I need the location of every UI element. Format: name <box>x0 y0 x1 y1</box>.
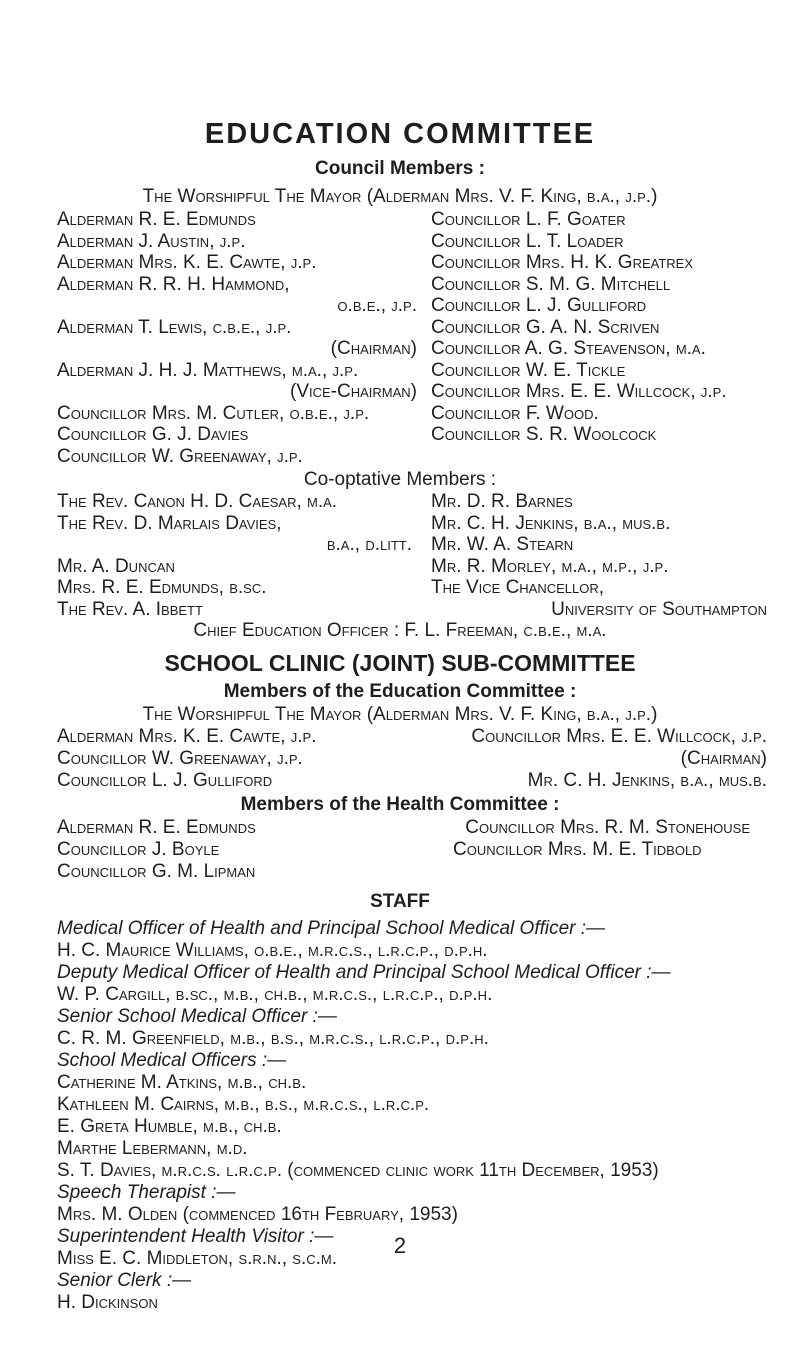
council-member: Councillor W. Greenaway, j.p. <box>57 445 303 467</box>
council-right-column <box>431 209 791 446</box>
council-member: Councillor G. A. N. Scriven <box>431 316 660 338</box>
health-member: Councillor Mrs. M. E. Tidbold <box>453 839 702 860</box>
clinic-member: Mr. C. H. Jenkins, b.a., mus.b. <box>527 770 767 791</box>
council-member: Alderman Mrs. K. E. Cawte, j.p. <box>57 252 317 273</box>
clinic-member: Councillor W. Greenaway, j.p. <box>57 748 303 769</box>
staff-name: E. Greta Humble, m.b., ch.b. <box>57 1116 282 1137</box>
staff-name: W. P. Cargill, b.sc., m.b., ch.b., m.r.c.s., l.r.c.p., d.p.h. <box>57 984 493 1005</box>
coopted-member: Mr. D. R. Barnes <box>431 491 573 512</box>
staff-name: S. T. Davies, m.r.c.s. l.r.c.p. (commenced clinic work 11th December, 1953) <box>57 1160 659 1181</box>
council-member: Councillor S. R. Woolcock <box>431 424 657 445</box>
council-member: Alderman R. R. H. Hammond, <box>57 273 290 295</box>
health-member: Councillor J. Boyle <box>57 839 220 860</box>
council-member: Alderman J. Austin, j.p. <box>57 230 246 252</box>
page-title: EDUCATION COMMITTEE <box>204 118 596 150</box>
staff-role: Senior Clerk :— <box>57 1270 192 1291</box>
council-member: Councillor S. M. G. Mitchell <box>431 273 671 295</box>
coopted-member: The Rev. A. Ibbett <box>57 598 203 620</box>
coopted-right-column <box>431 491 767 620</box>
clinic-member-row <box>57 748 767 770</box>
coopted-member: The Rev. D. Marlais Davies, <box>57 512 282 534</box>
staff-role: Speech Therapist :— <box>57 1182 236 1203</box>
staff-name: Mrs. M. Olden (commenced 16th February, 1953) <box>57 1204 458 1225</box>
council-member: Councillor L. T. Loader <box>431 230 624 252</box>
coopted-member: Mr. C. H. Jenkins, b.a., mus.b. <box>431 512 671 534</box>
council-member: Councillor L. F. Goater <box>431 209 626 230</box>
health-member: Councillor G. M. Lipman <box>57 861 256 882</box>
council-member: Councillor Mrs. M. Cutler, o.b.e., j.p. <box>57 402 370 424</box>
health-member-row <box>57 861 767 883</box>
staff-name: Kathleen M. Cairns, m.b., b.s., m.r.c.s., l.r.c.p. <box>57 1094 430 1115</box>
staff-role: Medical Officer of Health and Principal School Medical Officer :— <box>57 918 606 939</box>
clinic-member-row <box>57 726 767 748</box>
health-committee-members-heading: Members of the Health Committee : <box>240 794 560 815</box>
council-left-column <box>57 209 417 467</box>
council-member-honours: o.b.e., j.p. <box>337 295 417 316</box>
coopted-member: The Rev. Canon H. D. Caesar, m.a. <box>57 491 338 512</box>
clinic-member-row <box>57 770 767 792</box>
staff-name: H. C. Maurice Williams, o.b.e., m.r.c.s., l.r.c.p., d.p.h. <box>57 940 488 961</box>
staff-role: Senior School Medical Officer :— <box>57 1006 337 1027</box>
clinic-member: Councillor L. J. Gulliford <box>57 770 273 791</box>
council-member: Alderman R. E. Edmunds <box>57 209 256 230</box>
council-member-role: (Vice-Chairman) <box>290 381 417 402</box>
chief-education-officer: Chief Education Officer : F. L. Freeman, c.b.e., m.a. <box>193 620 607 641</box>
staff-role: School Medical Officers :— <box>57 1050 287 1071</box>
clinic-member-role: (Chairman) <box>680 748 767 769</box>
staff-name: Miss E. C. Middleton, s.r.n., s.c.m. <box>57 1248 338 1269</box>
coopted-member: The Vice Chancellor, <box>431 577 605 598</box>
clinic-subcommittee-heading: SCHOOL CLINIC (JOINT) SUB-COMMITTEE <box>164 650 636 676</box>
clinic-member: Alderman Mrs. K. E. Cawte, j.p. <box>57 726 317 747</box>
council-member: Alderman T. Lewis, c.b.e., j.p. <box>57 316 292 338</box>
council-member: Councillor A. G. Steavenson, m.a. <box>431 338 706 359</box>
health-member: Alderman R. E. Edmunds <box>57 817 256 838</box>
council-member: Councillor L. J. Gulliford <box>431 295 647 316</box>
council-member: Alderman J. H. J. Matthews, m.a., j.p. <box>57 359 359 381</box>
mayor-line: The Worshipful The Mayor (Alderman Mrs. V. F. King, b.a., j.p.) <box>142 186 658 207</box>
council-members-heading: Council Members : <box>315 158 485 179</box>
council-member: Councillor Mrs. H. K. Greatrex <box>431 252 694 273</box>
page-number: 2 <box>393 1233 407 1258</box>
coopted-member: Mr. R. Morley, m.a., m.p., j.p. <box>431 555 669 577</box>
staff-role: Deputy Medical Officer of Health and Principal School Medical Officer :— <box>57 962 671 983</box>
clinic-mayor-line: The Worshipful The Mayor (Alderman Mrs. V. F. King, b.a., j.p.) <box>142 704 658 725</box>
coopted-member-honours: b.a., d.litt. <box>326 534 412 555</box>
council-member-role: (Chairman) <box>330 338 417 359</box>
health-member-row <box>57 817 767 839</box>
education-committee-members-heading: Members of the Education Committee : <box>223 681 577 702</box>
staff-name: Catherine M. Atkins, m.b., ch.b. <box>57 1072 307 1093</box>
coopted-member: Mrs. R. E. Edmunds, b.sc. <box>57 577 267 598</box>
council-member: Councillor F. Wood. <box>431 402 599 424</box>
council-member: Councillor G. J. Davies <box>57 424 249 445</box>
coopted-members-heading: Co-optative Members : <box>303 469 497 490</box>
coopted-member: University of Southampton <box>551 598 767 620</box>
coopted-left-column <box>57 491 412 620</box>
health-member: Councillor Mrs. R. M. Stonehouse <box>465 817 750 838</box>
coopted-member: Mr. W. A. Stearn <box>431 534 574 555</box>
staff-heading: STAFF <box>370 891 430 912</box>
coopted-member: Mr. A. Duncan <box>57 555 175 577</box>
staff-name: C. R. M. Greenfield, m.b., b.s., m.r.c.s., l.r.c.p., d.p.h. <box>57 1028 489 1049</box>
council-member: Councillor Mrs. E. E. Willcock, j.p. <box>431 381 727 402</box>
staff-name: Marthe Lebermann, m.d. <box>57 1138 248 1159</box>
staff-role: Superintendent Health Visitor :— <box>57 1226 334 1247</box>
staff-name: H. Dickinson <box>57 1292 158 1313</box>
clinic-member: Councillor Mrs. E. E. Willcock, j.p. <box>471 726 767 747</box>
health-member-row <box>57 839 767 861</box>
council-member: Councillor W. E. Tickle <box>431 359 626 381</box>
